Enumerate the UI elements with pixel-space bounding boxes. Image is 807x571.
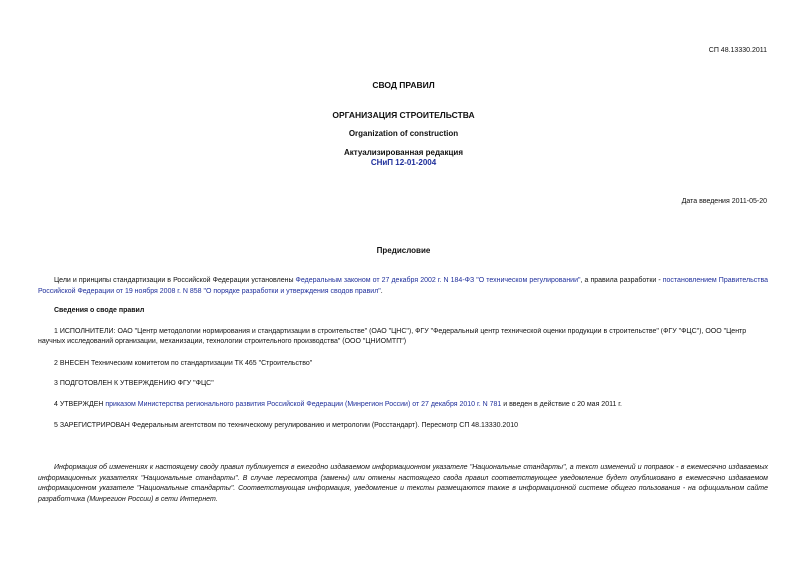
title-construction-organization: ОРГАНИЗАЦИЯ СТРОИТЕЛЬСТВА bbox=[332, 110, 475, 120]
ministry-order-link[interactable]: приказом Министерства регионального развития Российской Федерации (Минрегион России) от 27 декабря 2010 г. N 781 bbox=[105, 401, 502, 408]
preface-paragraph bbox=[38, 276, 768, 297]
changes-note-text: Информация об изменениях к настоящему своду правил публикуется в ежегодно издаваемом информационном указателе "Национальные стандарты", а текст изменений и поправок - в ежемесячно издаваемых информационных указателях "Национальные стандарты". В случае пересмотра (замены) или отмены настоящего свода правил соответствующее уведомление будет опубликовано в ежемесячно издаваемом информационном указателе "Национальные стандарты". Соответствующая информация, уведомление и тексты размещаются также в информационной системе общего пользования - на официальном сайте разработчика (Минрегион России) в сети Интернет. bbox=[38, 464, 768, 503]
federal-law-link[interactable]: Федеральным законом от 27 декабря 2002 г. N 184-ФЗ "О техническом регулировании" bbox=[295, 277, 581, 284]
changes-note bbox=[38, 463, 768, 505]
details-item-3: 3 ПОДГОТОВЛЕН К УТВЕРЖДЕНИЮ ФГУ "ФЦС" bbox=[54, 380, 214, 387]
details-item-4-text-a: 4 УТВЕРЖДЕН bbox=[54, 401, 106, 408]
details-item-1: 1 ИСПОЛНИТЕЛИ: ОАО "Центр методологии нормирования и стандартизации в строительстве" (ОАО "ЦНС"), ФГУ "Федеральный центр технической оценки продукции в строительстве" (ФГУ "ФЦС"), ООО "Центр bbox=[54, 328, 747, 335]
title-code-of-rules: СВОД ПРАВИЛ bbox=[372, 80, 435, 90]
preface-text-a: Цели и принципы стандартизации в Российской Федерации установлены bbox=[54, 277, 296, 284]
government-decree-link[interactable]: постановлением Правительства Российской Федерации от 19 ноября 2008 г. N 858 "О порядке разработки и утверждения сводов правил" bbox=[38, 277, 768, 295]
document-code: СП 48.13330.2011 bbox=[708, 47, 767, 54]
introduction-date: Дата введения 2011-05-20 bbox=[681, 198, 767, 205]
details-heading: Сведения о своде правил bbox=[54, 307, 145, 314]
preface-text-c: . bbox=[380, 287, 383, 295]
title-english: Organization of construction bbox=[348, 129, 459, 138]
title-snip-link[interactable]: СНиП 12-01-2004 bbox=[370, 158, 437, 167]
details-item-5: 5 ЗАРЕГИСТРИРОВАН Федеральным агентством по техническому регулированию и метрологии (Росстандарт). Пересмотр СП 48.13330.2010 bbox=[54, 422, 519, 429]
details-item-1-cont: научных исследований организации, механизации, технологии строительного производства" (ООО "ЦНИОМТП") bbox=[38, 338, 407, 345]
details-item-4 bbox=[54, 401, 622, 408]
title-edition: Актуализированная редакция bbox=[344, 148, 463, 157]
preface-text-b: , а правила разработки - bbox=[580, 277, 663, 284]
preface-heading: Предисловие bbox=[376, 246, 431, 255]
details-item-4-text-b: и введен в действие с 20 мая 2011 г. bbox=[501, 401, 622, 408]
details-item-2: 2 ВНЕСЕН Техническим комитетом по стандартизации ТК 465 "Строительство" bbox=[54, 360, 313, 367]
